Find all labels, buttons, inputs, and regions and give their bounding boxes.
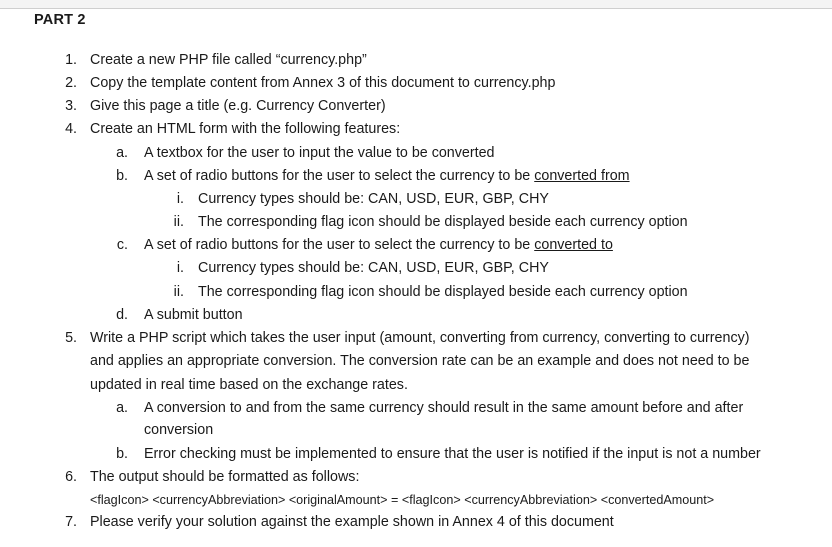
item-1-text: Create a new PHP file called “currency.php” (90, 52, 367, 68)
item-4b-text-underlined: converted from (534, 168, 630, 184)
item-4c-ii-text: The corresponding flag icon should be displayed beside each currency option (198, 284, 688, 300)
item-4-marker: 4. (65, 121, 77, 137)
item-5a-line-2: conversion (144, 422, 214, 438)
item-6-marker: 6. (65, 469, 77, 485)
item-4a-marker: a. (116, 145, 128, 161)
item-4b-text (144, 167, 630, 185)
item-5-marker: 5. (65, 330, 77, 346)
item-4c-ii-marker: ii. (173, 284, 184, 300)
item-2-text: Copy the template content from Annex 3 of this document to currency.php (90, 75, 556, 91)
item-7-marker: 7. (65, 514, 77, 530)
item-4c-text (144, 236, 613, 254)
item-1-marker: 1. (65, 52, 77, 68)
item-4d-marker: d. (116, 307, 128, 323)
item-3-marker: 3. (65, 98, 77, 114)
item-4b-i-text: Currency types should be: CAN, USD, EUR, GBP, CHY (198, 191, 549, 207)
item-5-line-1: Write a PHP script which takes the user input (amount, converting from currency, converting to currency) (90, 330, 750, 346)
item-5b-marker: b. (116, 446, 128, 462)
item-4d-text: A submit button (144, 307, 243, 323)
item-4c-text-main: A set of radio buttons for the user to select the currency to be (144, 237, 535, 253)
section-heading: PART 2 (34, 12, 86, 28)
item-5b-text: Error checking must be implemented to ensure that the user is notified if the input is not a number (144, 446, 761, 462)
item-4c-text-underlined: converted to (534, 237, 613, 253)
item-5-line-2: and applies an appropriate conversion. The conversion rate can be an example and does not need to be (90, 353, 750, 369)
item-4b-ii-marker: ii. (173, 214, 184, 230)
output-format-line: <flagIcon> <currencyAbbreviation> <originalAmount> = <flagIcon> <currencyAbbreviation> <convertedAmount> (90, 493, 715, 507)
item-4c-i-marker: i. (176, 260, 184, 276)
item-4-text: Create an HTML form with the following features: (90, 121, 401, 137)
item-4c-marker: c. (116, 237, 128, 253)
item-4b-text-main: A set of radio buttons for the user to select the currency to be (144, 168, 535, 184)
item-2-marker: 2. (65, 75, 77, 91)
item-4b-ii-text: The corresponding flag icon should be displayed beside each currency option (198, 214, 688, 230)
item-5a-marker: a. (116, 400, 128, 416)
item-4b-i-marker: i. (176, 191, 184, 207)
item-3-text: Give this page a title (e.g. Currency Converter) (90, 98, 386, 114)
item-5-line-3: updated in real time based on the exchange rates. (90, 377, 408, 393)
item-4c-i-text: Currency types should be: CAN, USD, EUR, GBP, CHY (198, 260, 549, 276)
page-top-border (0, 0, 832, 9)
item-5a-line-1: A conversion to and from the same currency should result in the same amount before and after (144, 400, 744, 416)
item-6-text: The output should be formatted as follows: (90, 469, 360, 485)
item-7-text: Please verify your solution against the example shown in Annex 4 of this document (90, 514, 614, 530)
item-4b-marker: b. (116, 168, 128, 184)
item-4a-text: A textbox for the user to input the value to be converted (144, 145, 495, 161)
